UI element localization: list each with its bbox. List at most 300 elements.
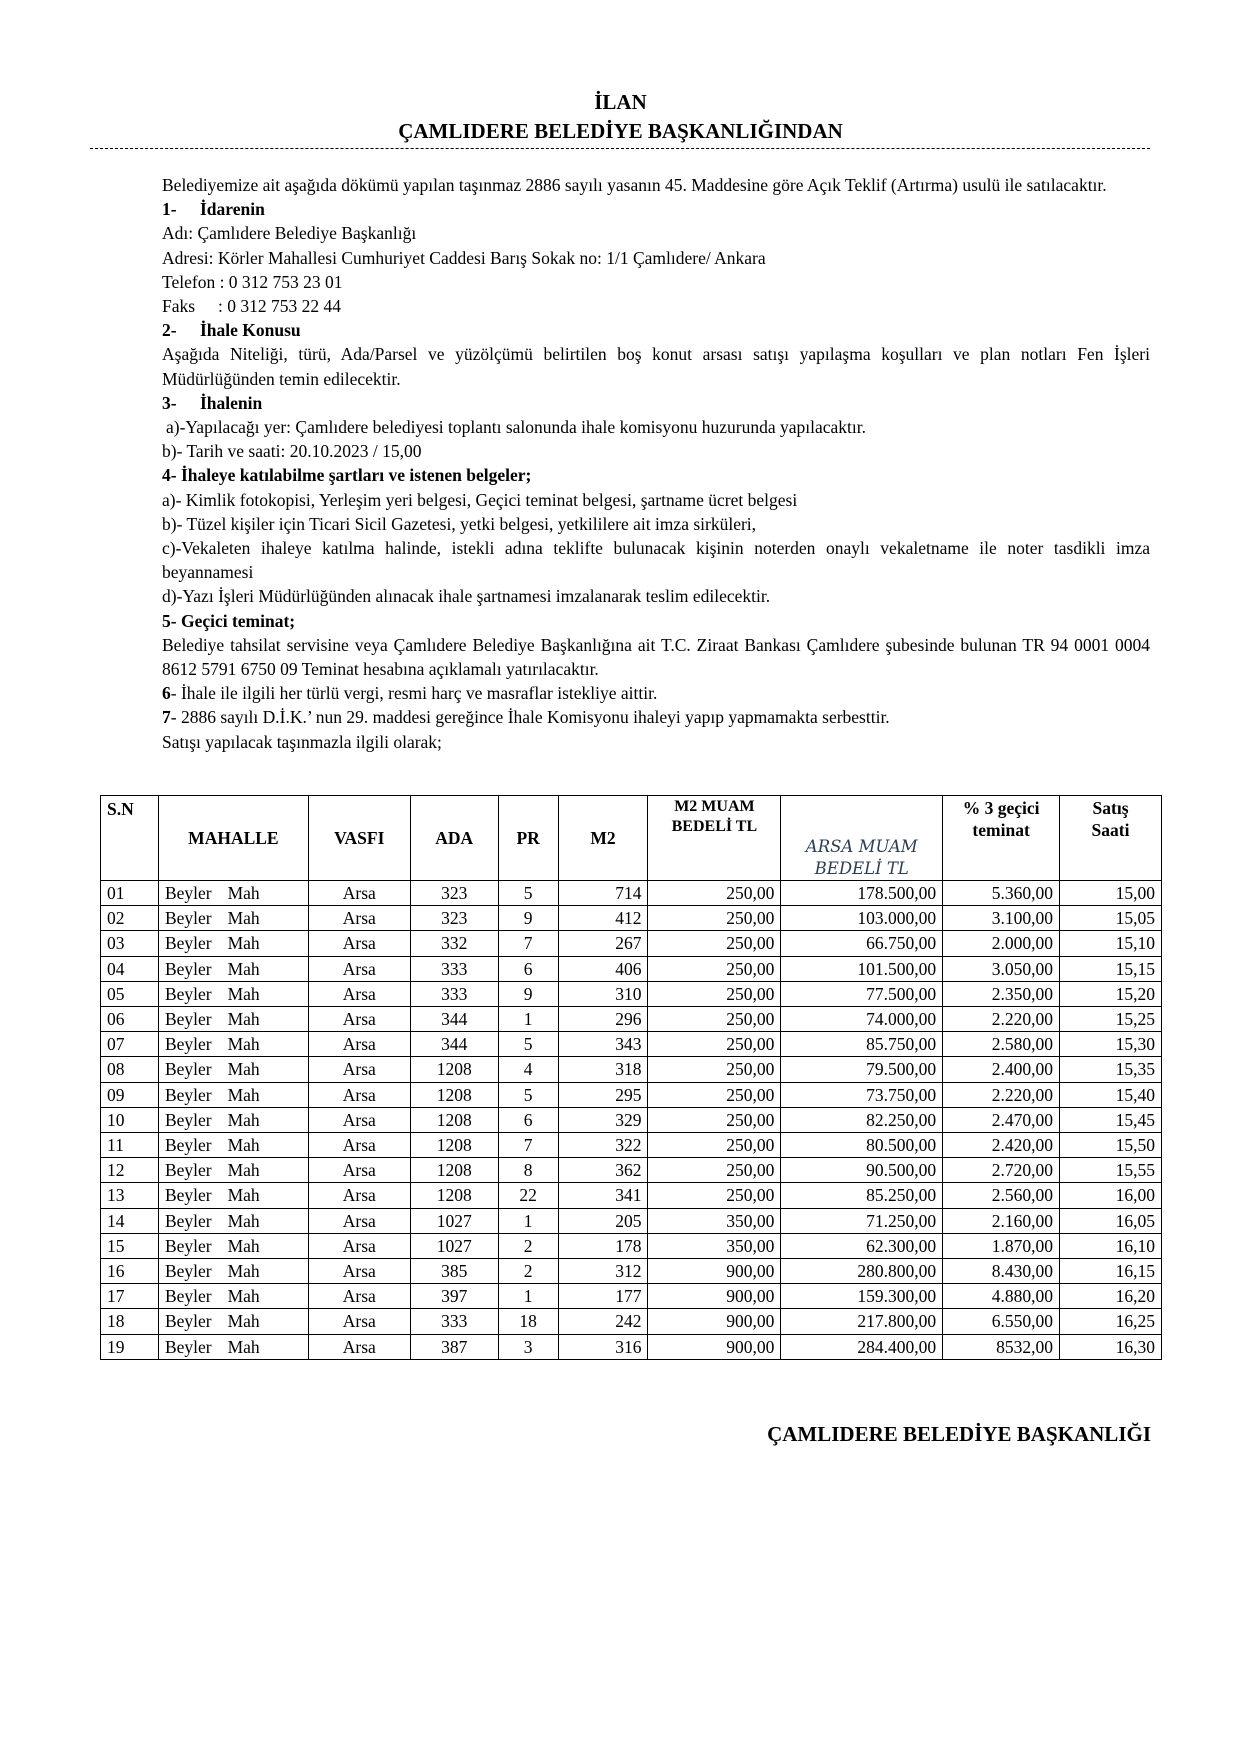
cell-ada: 385 xyxy=(410,1259,498,1284)
cell-saat: 15,25 xyxy=(1060,1007,1162,1032)
cell-sn: 17 xyxy=(101,1284,159,1309)
cell-teminat: 2.350,00 xyxy=(943,981,1060,1006)
cell-teminat: 6.550,00 xyxy=(943,1309,1060,1334)
cell-ada: 1208 xyxy=(410,1107,498,1132)
cell-m2: 312 xyxy=(558,1259,648,1284)
cell-teminat: 8532,00 xyxy=(943,1334,1060,1359)
cell-arsa-bedel: 178.500,00 xyxy=(781,881,943,906)
mahalle-name: Beyler xyxy=(164,933,212,954)
section-3-number: 3- xyxy=(162,392,177,413)
mahalle-name: Beyler xyxy=(164,1311,212,1332)
cell-saat: 15,35 xyxy=(1060,1057,1162,1082)
table-row xyxy=(101,881,1162,906)
cell-teminat: 2.560,00 xyxy=(943,1183,1060,1208)
cell-m2: 714 xyxy=(558,881,648,906)
header-pr: PR xyxy=(498,796,558,881)
cell-sn: 07 xyxy=(101,1032,159,1057)
header-m2-muam-line1: M2 MUAM xyxy=(674,798,755,815)
mahalle-suffix: Mah xyxy=(227,1311,260,1332)
cell-teminat: 4.880,00 xyxy=(943,1284,1060,1309)
cell-arsa-bedel: 280.800,00 xyxy=(781,1259,943,1284)
cell-vasfi: Arsa xyxy=(308,1208,410,1233)
cell-teminat: 2.420,00 xyxy=(943,1133,1060,1158)
cell-m2: 318 xyxy=(558,1057,648,1082)
cell-m2: 178 xyxy=(558,1233,648,1258)
cell-sn: 05 xyxy=(101,981,159,1006)
cell-saat: 15,20 xyxy=(1060,981,1162,1006)
header-m2-muam-line2: BEDELİ TL xyxy=(671,818,758,835)
cell-mahalle xyxy=(158,1032,308,1057)
cell-arsa-bedel: 85.750,00 xyxy=(781,1032,943,1057)
cell-ada: 1208 xyxy=(410,1133,498,1158)
cell-saat: 15,00 xyxy=(1060,881,1162,906)
cell-m2-bedel: 900,00 xyxy=(648,1284,781,1309)
cell-m2: 267 xyxy=(558,931,648,956)
cell-teminat: 3.050,00 xyxy=(943,956,1060,981)
cell-arsa-bedel: 217.800,00 xyxy=(781,1309,943,1334)
section-2-text: Aşağıda Niteliği, türü, Ada/Parsel ve yüzölçümü belirtilen boş konut arsası satışı yapılaşma koşulları ve plan notları Fen İşleri Müdürlüğünden temin edilecektir. xyxy=(162,344,1150,389)
cell-m2-bedel: 350,00 xyxy=(648,1208,781,1233)
cell-arsa-bedel: 85.250,00 xyxy=(781,1183,943,1208)
cell-ada: 332 xyxy=(410,931,498,956)
cell-pr: 1 xyxy=(498,1284,558,1309)
cell-sn: 14 xyxy=(101,1208,159,1233)
section-7 xyxy=(90,705,1150,729)
cell-sn: 11 xyxy=(101,1133,159,1158)
admin-phone: Telefon : 0 312 753 23 01 xyxy=(162,271,343,292)
cell-pr: 5 xyxy=(498,881,558,906)
cell-m2-bedel: 250,00 xyxy=(648,1107,781,1132)
cell-saat: 16,05 xyxy=(1060,1208,1162,1233)
table-row xyxy=(101,1309,1162,1334)
mahalle-suffix: Mah xyxy=(227,958,260,979)
header-ada: ADA xyxy=(410,796,498,881)
cell-saat: 16,15 xyxy=(1060,1259,1162,1284)
cell-saat: 15,40 xyxy=(1060,1082,1162,1107)
cell-mahalle xyxy=(158,1183,308,1208)
cell-saat: 15,50 xyxy=(1060,1133,1162,1158)
mahalle-suffix: Mah xyxy=(227,1059,260,1080)
section-4-heading: 4- İhaleye katılabilme şartları ve istenen belgeler; xyxy=(162,465,532,486)
cell-ada: 333 xyxy=(410,981,498,1006)
cell-ada: 397 xyxy=(410,1284,498,1309)
cell-mahalle xyxy=(158,1007,308,1032)
table-row xyxy=(101,1032,1162,1057)
cell-arsa-bedel: 62.300,00 xyxy=(781,1233,943,1258)
cell-m2: 310 xyxy=(558,981,648,1006)
cell-sn: 06 xyxy=(101,1007,159,1032)
cell-sn: 19 xyxy=(101,1334,159,1359)
cell-saat: 16,25 xyxy=(1060,1309,1162,1334)
cell-m2-bedel: 250,00 xyxy=(648,1057,781,1082)
admin-address: Adresi: Körler Mahallesi Cumhuriyet Caddesi Barış Sokak no: 1/1 Çamlıdere/ Ankara xyxy=(162,247,766,268)
cell-ada: 387 xyxy=(410,1334,498,1359)
cell-teminat: 2.470,00 xyxy=(943,1107,1060,1132)
mahalle-name: Beyler xyxy=(164,1135,212,1156)
cell-ada: 323 xyxy=(410,906,498,931)
cell-m2-bedel: 250,00 xyxy=(648,1032,781,1057)
header-arsa-muam xyxy=(781,796,943,881)
cell-sn: 16 xyxy=(101,1259,159,1284)
cell-m2: 316 xyxy=(558,1334,648,1359)
cell-ada: 1208 xyxy=(410,1082,498,1107)
cell-mahalle xyxy=(158,1057,308,1082)
cell-teminat: 2.400,00 xyxy=(943,1057,1060,1082)
cell-saat: 15,05 xyxy=(1060,906,1162,931)
cell-sn: 18 xyxy=(101,1309,159,1334)
mahalle-name: Beyler xyxy=(164,1336,212,1357)
table-header-row xyxy=(101,796,1162,881)
section-7-text: - 2886 sayılı D.İ.K.’ nun 29. maddesi gereğince İhale Komisyonu ihaleyi yapıp yapmamakta serbesttir. xyxy=(170,707,890,728)
cell-ada: 1208 xyxy=(410,1158,498,1183)
mahalle-name: Beyler xyxy=(164,1210,212,1231)
cell-vasfi: Arsa xyxy=(308,1007,410,1032)
mahalle-name: Beyler xyxy=(164,1286,212,1307)
table-row xyxy=(101,1284,1162,1309)
cell-mahalle xyxy=(158,1107,308,1132)
cell-m2-bedel: 350,00 xyxy=(648,1233,781,1258)
cell-saat: 15,55 xyxy=(1060,1158,1162,1183)
cell-sn: 04 xyxy=(101,956,159,981)
cell-mahalle xyxy=(158,1259,308,1284)
header-teminat-line1: % 3 geçici xyxy=(962,798,1040,818)
section-3-b: b)- Tarih ve saati: 20.10.2023 / 15,00 xyxy=(162,441,422,462)
section-4-c: c)-Vekaleten ihaleye katılma halinde, istekli adına teklifte bulunacak kişinin noterden onaylı vekaletname ile noter tasdikli imza beyannamesi xyxy=(162,538,1150,583)
cell-ada: 1208 xyxy=(410,1057,498,1082)
cell-m2: 242 xyxy=(558,1309,648,1334)
cell-m2: 329 xyxy=(558,1107,648,1132)
cell-mahalle xyxy=(158,1284,308,1309)
cell-pr: 5 xyxy=(498,1082,558,1107)
cell-teminat: 3.100,00 xyxy=(943,906,1060,931)
cell-pr: 1 xyxy=(498,1208,558,1233)
cell-mahalle xyxy=(158,1082,308,1107)
section-2-number: 2- xyxy=(162,320,177,341)
cell-arsa-bedel: 79.500,00 xyxy=(781,1057,943,1082)
mahalle-suffix: Mah xyxy=(227,1034,260,1055)
header-mahalle: MAHALLE xyxy=(158,796,308,881)
cell-mahalle xyxy=(158,931,308,956)
cell-sn: 02 xyxy=(101,906,159,931)
document-title: İLAN xyxy=(594,90,647,114)
cell-pr: 22 xyxy=(498,1183,558,1208)
intro-paragraph: Belediyemize ait aşağıda dökümü yapılan taşınmaz 2886 sayılı yasanın 45. Maddesine göre Açık Teklif (Artırma) usulü ile satılacaktır. xyxy=(162,175,1107,195)
admin-name: Adı: Çamlıdere Belediye Başkanlığı xyxy=(162,223,417,244)
cell-arsa-bedel: 74.000,00 xyxy=(781,1007,943,1032)
cell-mahalle xyxy=(158,1158,308,1183)
cell-pr: 7 xyxy=(498,931,558,956)
cell-saat: 16,20 xyxy=(1060,1284,1162,1309)
mahalle-name: Beyler xyxy=(164,1059,212,1080)
section-5-heading: 5- Geçici teminat; xyxy=(162,610,296,631)
cell-ada: 333 xyxy=(410,956,498,981)
cell-saat: 15,45 xyxy=(1060,1107,1162,1132)
section-1-heading xyxy=(90,197,1150,221)
mahalle-suffix: Mah xyxy=(227,1286,260,1307)
mahalle-name: Beyler xyxy=(164,908,212,929)
cell-sn: 08 xyxy=(101,1057,159,1082)
cell-mahalle xyxy=(158,1133,308,1158)
cell-arsa-bedel: 159.300,00 xyxy=(781,1284,943,1309)
cell-sn: 13 xyxy=(101,1183,159,1208)
cell-pr: 2 xyxy=(498,1259,558,1284)
cell-vasfi: Arsa xyxy=(308,1334,410,1359)
cell-pr: 4 xyxy=(498,1057,558,1082)
cell-arsa-bedel: 284.400,00 xyxy=(781,1334,943,1359)
cell-saat: 15,30 xyxy=(1060,1032,1162,1057)
cell-vasfi: Arsa xyxy=(308,1259,410,1284)
table-row xyxy=(101,1158,1162,1183)
cell-pr: 7 xyxy=(498,1133,558,1158)
mahalle-name: Beyler xyxy=(164,1185,212,1206)
cell-ada: 333 xyxy=(410,1309,498,1334)
table-body xyxy=(101,881,1162,1360)
section-1-number: 1- xyxy=(162,199,177,220)
cell-saat: 15,10 xyxy=(1060,931,1162,956)
section-2-heading xyxy=(90,318,1150,342)
cell-sn: 12 xyxy=(101,1158,159,1183)
cell-ada: 1027 xyxy=(410,1208,498,1233)
cell-sn: 01 xyxy=(101,881,159,906)
section-7-number: 7 xyxy=(162,707,171,728)
cell-sn: 10 xyxy=(101,1107,159,1132)
fax-value: : 0 312 753 22 44 xyxy=(218,296,341,317)
cell-sn: 15 xyxy=(101,1233,159,1258)
header-satis-line2: Saati xyxy=(1091,820,1130,840)
header-teminat xyxy=(943,796,1060,881)
cell-m2-bedel: 250,00 xyxy=(648,981,781,1006)
cell-pr: 2 xyxy=(498,1233,558,1258)
table-row xyxy=(101,956,1162,981)
cell-m2: 296 xyxy=(558,1007,648,1032)
cell-mahalle xyxy=(158,1334,308,1359)
cell-vasfi: Arsa xyxy=(308,1233,410,1258)
mahalle-suffix: Mah xyxy=(227,983,260,1004)
table-row xyxy=(101,1233,1162,1258)
cell-arsa-bedel: 77.500,00 xyxy=(781,981,943,1006)
mahalle-suffix: Mah xyxy=(227,1109,260,1130)
section-1-title: İdarenin xyxy=(200,199,265,220)
mahalle-suffix: Mah xyxy=(227,1261,260,1282)
section-3-title: İhalenin xyxy=(200,392,263,413)
admin-fax xyxy=(90,294,1150,318)
cell-saat: 16,00 xyxy=(1060,1183,1162,1208)
section-5-text: Belediye tahsilat servisine veya Çamlıdere Belediye Başkanlığına ait T.C. Ziraat Bankası Çamlıdere şubesinde bulunan TR 94 0001 0004 8612 5791 6750 09 Teminat hesabına açıklamalı yatırılacaktır. xyxy=(162,634,1150,680)
section-4-a: a)- Kimlik fotokopisi, Yerleşim yeri belgesi, Geçici teminat belgesi, şartname ücret belgesi xyxy=(162,489,798,510)
cell-vasfi: Arsa xyxy=(308,1032,410,1057)
mahalle-name: Beyler xyxy=(164,883,212,903)
cell-m2-bedel: 250,00 xyxy=(648,956,781,981)
signature: ÇAMLIDERE BELEDİYE BAŞKANLIĞI xyxy=(767,1422,1151,1446)
cell-mahalle xyxy=(158,981,308,1006)
cell-arsa-bedel: 90.500,00 xyxy=(781,1158,943,1183)
cell-arsa-bedel: 103.000,00 xyxy=(781,906,943,931)
header-satis-saati xyxy=(1060,796,1162,881)
cell-m2-bedel: 250,00 xyxy=(648,1158,781,1183)
fax-label: Faks xyxy=(162,296,196,317)
cell-pr: 9 xyxy=(498,906,558,931)
cell-vasfi: Arsa xyxy=(308,1133,410,1158)
cell-teminat: 1.870,00 xyxy=(943,1233,1060,1258)
table-row xyxy=(101,931,1162,956)
cell-saat: 16,30 xyxy=(1060,1334,1162,1359)
cell-saat: 15,15 xyxy=(1060,956,1162,981)
section-4-b: b)- Tüzel kişiler için Ticari Sicil Gazetesi, yetki belgesi, yetkililere ait imza sirküleri, xyxy=(162,513,757,534)
cell-vasfi: Arsa xyxy=(308,1082,410,1107)
cell-teminat: 2.000,00 xyxy=(943,931,1060,956)
parcel-table xyxy=(100,795,1162,1360)
cell-m2-bedel: 250,00 xyxy=(648,1183,781,1208)
table-row xyxy=(101,1082,1162,1107)
document-subtitle: ÇAMLIDERE BELEDİYE BAŞKANLIĞINDAN xyxy=(398,119,843,143)
mahalle-suffix: Mah xyxy=(227,1210,260,1231)
cell-ada: 1208 xyxy=(410,1183,498,1208)
cell-m2: 177 xyxy=(558,1284,648,1309)
cell-vasfi: Arsa xyxy=(308,1158,410,1183)
header-arsa-line1: ARSA MUAM xyxy=(805,837,918,856)
cell-m2: 362 xyxy=(558,1158,648,1183)
mahalle-suffix: Mah xyxy=(227,1235,260,1256)
cell-saat: 16,10 xyxy=(1060,1233,1162,1258)
cell-arsa-bedel: 80.500,00 xyxy=(781,1133,943,1158)
mahalle-name: Beyler xyxy=(164,1034,212,1055)
mahalle-name: Beyler xyxy=(164,1160,212,1181)
cell-teminat: 5.360,00 xyxy=(943,881,1060,906)
cell-teminat: 2.220,00 xyxy=(943,1007,1060,1032)
cell-mahalle xyxy=(158,1208,308,1233)
cell-pr: 1 xyxy=(498,1007,558,1032)
cell-vasfi: Arsa xyxy=(308,981,410,1006)
closing-line: Satışı yapılacak taşınmazla ilgili olarak; xyxy=(162,731,442,752)
mahalle-suffix: Mah xyxy=(227,908,260,929)
cell-vasfi: Arsa xyxy=(308,881,410,906)
cell-m2: 322 xyxy=(558,1133,648,1158)
cell-vasfi: Arsa xyxy=(308,1057,410,1082)
table-row xyxy=(101,1057,1162,1082)
cell-mahalle xyxy=(158,1309,308,1334)
header-sn: S.N xyxy=(101,796,159,881)
cell-ada: 323 xyxy=(410,881,498,906)
section-4-d: d)-Yazı İşleri Müdürlüğünden alınacak ihale şartnamesi imzalanarak teslim edilecektir. xyxy=(162,586,771,607)
cell-mahalle xyxy=(158,956,308,981)
cell-m2-bedel: 900,00 xyxy=(648,1334,781,1359)
section-6-number: 6 xyxy=(162,683,171,704)
dashed-divider xyxy=(90,148,1150,149)
header-m2-muam xyxy=(648,796,781,881)
table-row xyxy=(101,906,1162,931)
header-vasfi: VASFI xyxy=(308,796,410,881)
cell-teminat: 8.430,00 xyxy=(943,1259,1060,1284)
header-satis-line1: Satış xyxy=(1092,798,1129,818)
table-row xyxy=(101,1107,1162,1132)
cell-arsa-bedel: 101.500,00 xyxy=(781,956,943,981)
cell-teminat: 2.720,00 xyxy=(943,1158,1060,1183)
header-m2: M2 xyxy=(558,796,648,881)
mahalle-name: Beyler xyxy=(164,1235,212,1256)
cell-pr: 6 xyxy=(498,956,558,981)
table-row xyxy=(101,1208,1162,1233)
cell-pr: 3 xyxy=(498,1334,558,1359)
cell-arsa-bedel: 82.250,00 xyxy=(781,1107,943,1132)
cell-vasfi: Arsa xyxy=(308,1107,410,1132)
cell-pr: 8 xyxy=(498,1158,558,1183)
table-row xyxy=(101,1259,1162,1284)
mahalle-suffix: Mah xyxy=(227,1160,260,1181)
cell-m2: 341 xyxy=(558,1183,648,1208)
table-row xyxy=(101,981,1162,1006)
cell-mahalle xyxy=(158,906,308,931)
header-arsa-line2: BEDELİ TL xyxy=(814,859,909,878)
announcement-body xyxy=(90,173,1150,754)
mahalle-name: Beyler xyxy=(164,1261,212,1282)
cell-m2: 205 xyxy=(558,1208,648,1233)
cell-ada: 1027 xyxy=(410,1233,498,1258)
cell-pr: 18 xyxy=(498,1309,558,1334)
mahalle-name: Beyler xyxy=(164,1084,212,1105)
mahalle-name: Beyler xyxy=(164,1009,212,1030)
cell-m2-bedel: 250,00 xyxy=(648,1082,781,1107)
cell-m2-bedel: 250,00 xyxy=(648,931,781,956)
mahalle-suffix: Mah xyxy=(227,1336,260,1357)
cell-vasfi: Arsa xyxy=(308,931,410,956)
cell-pr: 9 xyxy=(498,981,558,1006)
table-row xyxy=(101,1334,1162,1359)
cell-pr: 6 xyxy=(498,1107,558,1132)
cell-m2-bedel: 250,00 xyxy=(648,1133,781,1158)
cell-teminat: 2.220,00 xyxy=(943,1082,1060,1107)
cell-m2-bedel: 250,00 xyxy=(648,906,781,931)
cell-vasfi: Arsa xyxy=(308,1309,410,1334)
cell-vasfi: Arsa xyxy=(308,1284,410,1309)
section-3-heading xyxy=(90,391,1150,415)
table-row xyxy=(101,1183,1162,1208)
cell-m2: 406 xyxy=(558,956,648,981)
cell-m2: 412 xyxy=(558,906,648,931)
section-6 xyxy=(90,681,1150,705)
cell-sn: 09 xyxy=(101,1082,159,1107)
header-teminat-line2: teminat xyxy=(972,820,1030,840)
cell-mahalle xyxy=(158,1233,308,1258)
mahalle-suffix: Mah xyxy=(227,883,260,903)
cell-m2-bedel: 250,00 xyxy=(648,881,781,906)
mahalle-suffix: Mah xyxy=(227,1185,260,1206)
mahalle-suffix: Mah xyxy=(227,1135,260,1156)
mahalle-name: Beyler xyxy=(164,958,212,979)
cell-mahalle xyxy=(158,881,308,906)
mahalle-suffix: Mah xyxy=(227,1009,260,1030)
cell-vasfi: Arsa xyxy=(308,1183,410,1208)
cell-arsa-bedel: 71.250,00 xyxy=(781,1208,943,1233)
cell-m2-bedel: 900,00 xyxy=(648,1309,781,1334)
section-3-a: a)-Yapılacağı yer: Çamlıdere belediyesi toplantı salonunda ihale komisyonu huzurunda yapılacaktır. xyxy=(166,417,866,438)
cell-teminat: 2.160,00 xyxy=(943,1208,1060,1233)
table-row xyxy=(101,1133,1162,1158)
mahalle-suffix: Mah xyxy=(227,1084,260,1105)
cell-vasfi: Arsa xyxy=(308,906,410,931)
cell-m2-bedel: 900,00 xyxy=(648,1259,781,1284)
cell-m2: 295 xyxy=(558,1082,648,1107)
cell-arsa-bedel: 66.750,00 xyxy=(781,931,943,956)
mahalle-name: Beyler xyxy=(164,1109,212,1130)
mahalle-suffix: Mah xyxy=(227,933,260,954)
cell-sn: 03 xyxy=(101,931,159,956)
cell-pr: 5 xyxy=(498,1032,558,1057)
cell-m2-bedel: 250,00 xyxy=(648,1007,781,1032)
cell-m2: 343 xyxy=(558,1032,648,1057)
cell-arsa-bedel: 73.750,00 xyxy=(781,1082,943,1107)
mahalle-name: Beyler xyxy=(164,983,212,1004)
table-row xyxy=(101,1007,1162,1032)
